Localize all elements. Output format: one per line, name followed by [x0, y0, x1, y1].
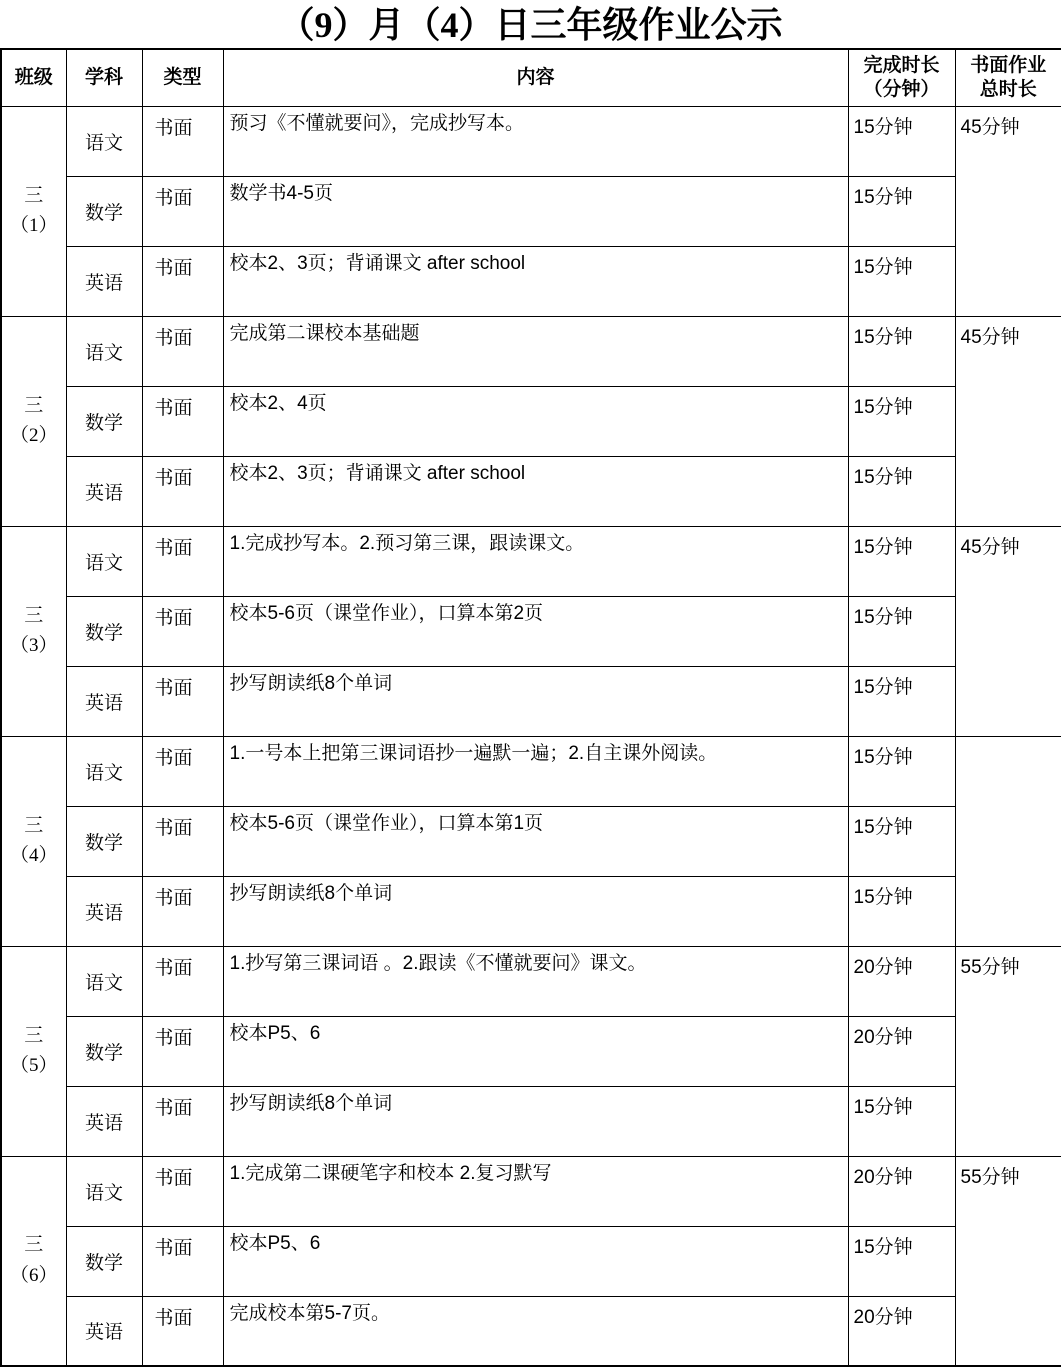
duration-cell: 20分钟: [848, 1156, 955, 1226]
col-header-content-label: 内容: [516, 67, 554, 88]
subject-cell: 语文: [66, 736, 142, 806]
content-cell: 抄写朗读纸8个单词: [223, 666, 848, 736]
homework-row: [1, 1016, 1061, 1086]
header-row: [1, 49, 1061, 106]
type-cell: 书面: [142, 666, 223, 736]
class-grade-label: 三: [2, 601, 66, 631]
col-header-type: [142, 49, 223, 106]
duration-cell: 15分钟: [848, 246, 955, 316]
class-name-cell: [1, 526, 66, 736]
duration-cell: 15分钟: [848, 876, 955, 946]
total-duration-cell: [955, 736, 1061, 946]
class-name-cell: [1, 736, 66, 946]
type-cell: 书面: [142, 876, 223, 946]
subject-cell: 数学: [66, 1226, 142, 1296]
total-duration-cell: 45分钟: [955, 106, 1061, 316]
type-cell: 书面: [142, 456, 223, 526]
content-cell: 校本P5、6: [223, 1016, 848, 1086]
duration-cell: 15分钟: [848, 806, 955, 876]
duration-cell: 15分钟: [848, 1226, 955, 1296]
homework-row: [1, 1296, 1061, 1366]
class-grade-label: 三: [2, 181, 66, 211]
col-header-duration-line1: 完成时长: [849, 54, 955, 78]
type-cell: 书面: [142, 596, 223, 666]
homework-row: [1, 946, 1061, 1016]
homework-row: [1, 876, 1061, 946]
type-cell: 书面: [142, 386, 223, 456]
class-number-label: （6）: [2, 1261, 66, 1291]
duration-cell: 15分钟: [848, 316, 955, 386]
col-header-class-label: 班级: [15, 67, 53, 88]
type-cell: 书面: [142, 106, 223, 176]
content-cell: 预习《不懂就要问》，完成抄写本。: [223, 106, 848, 176]
subject-cell: 语文: [66, 316, 142, 386]
homework-row: [1, 806, 1061, 876]
type-cell: 书面: [142, 316, 223, 386]
homework-row: [1, 666, 1061, 736]
class-number-label: （1）: [2, 211, 66, 241]
duration-cell: 15分钟: [848, 736, 955, 806]
class-number-label: （3）: [2, 631, 66, 661]
homework-row: [1, 386, 1061, 456]
subject-cell: 语文: [66, 1156, 142, 1226]
col-header-subject-label: 学科: [85, 67, 123, 88]
homework-row: [1, 1226, 1061, 1296]
type-cell: 书面: [142, 946, 223, 1016]
homework-table: [0, 48, 1061, 1367]
content-cell: 校本2、3页；背诵课文 after school: [223, 456, 848, 526]
content-cell: 校本5-6页（课堂作业），口算本第2页: [223, 596, 848, 666]
type-cell: 书面: [142, 1156, 223, 1226]
subject-cell: 英语: [66, 666, 142, 736]
total-duration-cell: 45分钟: [955, 316, 1061, 526]
type-cell: 书面: [142, 246, 223, 316]
class-grade-label: 三: [2, 811, 66, 841]
content-cell: 1.抄写第三课词语 。2.跟读《不懂就要问》课文。: [223, 946, 848, 1016]
duration-cell: 20分钟: [848, 1016, 955, 1086]
type-cell: 书面: [142, 1016, 223, 1086]
subject-cell: 语文: [66, 526, 142, 596]
subject-cell: 语文: [66, 106, 142, 176]
subject-cell: 数学: [66, 176, 142, 246]
class-grade-label: 三: [2, 1021, 66, 1051]
content-cell: 数学书4-5页: [223, 176, 848, 246]
homework-row: [1, 1086, 1061, 1156]
duration-cell: 20分钟: [848, 1296, 955, 1366]
subject-cell: 数学: [66, 1016, 142, 1086]
duration-cell: 15分钟: [848, 526, 955, 596]
homework-row: [1, 246, 1061, 316]
class-name-cell: [1, 946, 66, 1156]
subject-cell: 数学: [66, 596, 142, 666]
class-number-label: （5）: [2, 1051, 66, 1081]
class-name-cell: [1, 1156, 66, 1366]
homework-row: [1, 106, 1061, 176]
subject-cell: 英语: [66, 876, 142, 946]
subject-cell: 数学: [66, 386, 142, 456]
col-header-total: [955, 49, 1061, 106]
homework-row: [1, 456, 1061, 526]
col-header-total-line1: 书面作业: [956, 54, 1061, 78]
total-duration-cell: 55分钟: [955, 946, 1061, 1156]
col-header-duration-line2: （分钟）: [849, 78, 955, 102]
total-duration-cell: 45分钟: [955, 526, 1061, 736]
type-cell: 书面: [142, 526, 223, 596]
duration-cell: 15分钟: [848, 1086, 955, 1156]
class-grade-label: 三: [2, 1230, 66, 1260]
homework-row: [1, 736, 1061, 806]
content-cell: 完成第二课校本基础题: [223, 316, 848, 386]
content-cell: 1.一号本上把第三课词语抄一遍默一遍；2.自主课外阅读。: [223, 736, 848, 806]
duration-cell: 15分钟: [848, 596, 955, 666]
content-cell: 校本2、4页: [223, 386, 848, 456]
col-header-duration: [848, 49, 955, 106]
content-cell: 1.完成抄写本。2.预习第三课，跟读课文。: [223, 526, 848, 596]
col-header-class: [1, 49, 66, 106]
content-cell: 完成校本第5-7页。: [223, 1296, 848, 1366]
content-cell: 1.完成第二课硬笔字和校本 2.复习默写: [223, 1156, 848, 1226]
duration-cell: 15分钟: [848, 386, 955, 456]
type-cell: 书面: [142, 176, 223, 246]
homework-row: [1, 176, 1061, 246]
subject-cell: 语文: [66, 946, 142, 1016]
page-title: （9）月（4）日三年级作业公示: [0, 0, 1061, 48]
content-cell: 校本2、3页；背诵课文 after school: [223, 246, 848, 316]
type-cell: 书面: [142, 1296, 223, 1366]
class-name-cell: [1, 106, 66, 316]
subject-cell: 英语: [66, 246, 142, 316]
subject-cell: 英语: [66, 1086, 142, 1156]
col-header-total-line2: 总时长: [956, 78, 1061, 102]
homework-table-body: [1, 106, 1061, 1366]
class-grade-label: 三: [2, 391, 66, 421]
subject-cell: 英语: [66, 1296, 142, 1366]
homework-row: [1, 526, 1061, 596]
class-number-label: （4）: [2, 841, 66, 871]
duration-cell: 15分钟: [848, 666, 955, 736]
subject-cell: 数学: [66, 806, 142, 876]
duration-cell: 20分钟: [848, 946, 955, 1016]
type-cell: 书面: [142, 806, 223, 876]
homework-row: [1, 1156, 1061, 1226]
duration-cell: 15分钟: [848, 176, 955, 246]
subject-cell: 英语: [66, 456, 142, 526]
homework-row: [1, 316, 1061, 386]
type-cell: 书面: [142, 736, 223, 806]
total-duration-cell: 55分钟: [955, 1156, 1061, 1366]
type-cell: 书面: [142, 1086, 223, 1156]
homework-row: [1, 596, 1061, 666]
class-name-cell: [1, 316, 66, 526]
content-cell: 抄写朗读纸8个单词: [223, 1086, 848, 1156]
content-cell: 校本P5、6: [223, 1226, 848, 1296]
duration-cell: 15分钟: [848, 106, 955, 176]
class-number-label: （2）: [2, 421, 66, 451]
duration-cell: 15分钟: [848, 456, 955, 526]
col-header-type-label: 类型: [163, 67, 201, 88]
content-cell: 校本5-6页（课堂作业），口算本第1页: [223, 806, 848, 876]
col-header-subject: [66, 49, 142, 106]
type-cell: 书面: [142, 1226, 223, 1296]
content-cell: 抄写朗读纸8个单词: [223, 876, 848, 946]
col-header-content: [223, 49, 848, 106]
